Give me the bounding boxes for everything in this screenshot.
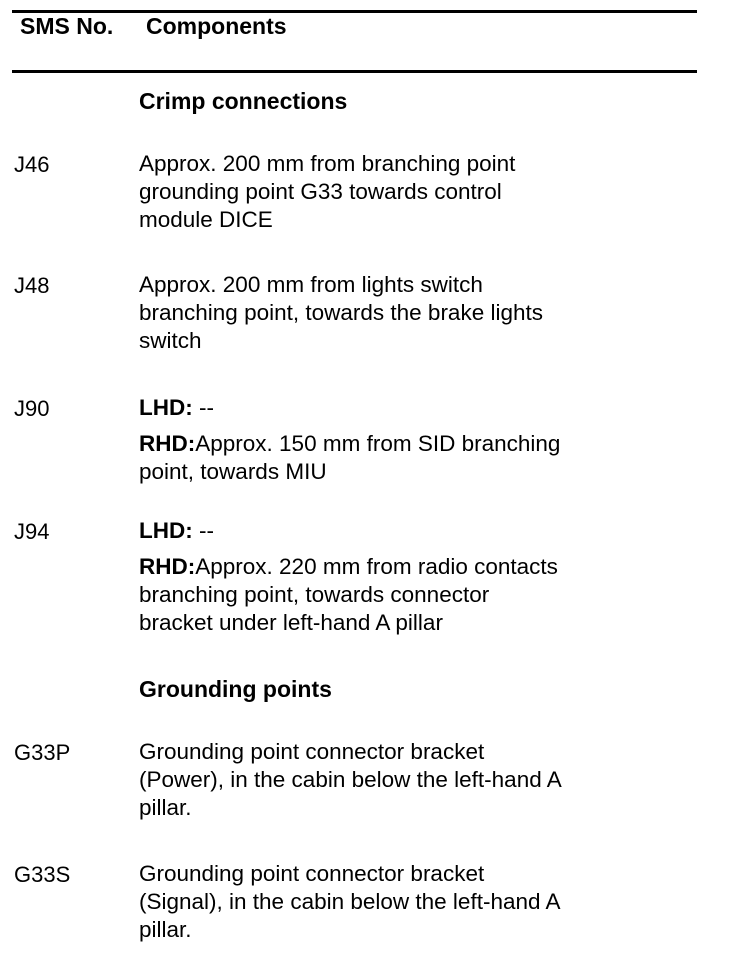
sms-code: G33P	[14, 740, 71, 765]
description-line: grounding point G33 towards control	[139, 179, 502, 204]
description-line: branching point, towards connector	[139, 582, 490, 607]
description-line: switch	[139, 328, 202, 353]
lhd-line	[139, 517, 684, 545]
component-description	[139, 394, 684, 486]
section-title-crimp-connections: Crimp connections	[139, 88, 348, 114]
description-line: module DICE	[139, 207, 273, 232]
sms-code: J94	[14, 519, 50, 544]
component-description	[139, 271, 684, 355]
description-line: pillar.	[139, 917, 192, 942]
sms-code: J46	[14, 152, 50, 177]
description-line: Approx. 150 mm from SID branching	[195, 431, 561, 456]
lhd-value: --	[192, 518, 214, 543]
sms-code: J90	[14, 396, 50, 421]
section-title-grounding-points: Grounding points	[139, 676, 332, 702]
component-description	[139, 738, 684, 822]
description-line: pillar.	[139, 795, 192, 820]
component-description	[139, 860, 684, 944]
top-rule	[12, 10, 697, 13]
lhd-label: LHD:	[139, 395, 193, 420]
description-line: Approx. 200 mm from lights switch	[139, 272, 483, 297]
sms-code: G33S	[14, 862, 71, 887]
description-line: Approx. 220 mm from radio contacts	[195, 554, 558, 579]
column-header-components: Components	[146, 13, 287, 39]
component-description	[139, 150, 684, 234]
description-line: Grounding point connector bracket	[139, 861, 485, 886]
header-rule	[12, 70, 697, 73]
description-line: point, towards MIU	[139, 459, 327, 484]
description-line: branching point, towards the brake lights	[139, 300, 543, 325]
description-line: (Signal), in the cabin below the left-hand A	[139, 889, 561, 914]
description-line: bracket under left-hand A pillar	[139, 610, 443, 635]
description-line: Approx. 200 mm from branching point	[139, 151, 516, 176]
rhd-label: RHD:	[139, 431, 196, 456]
column-header-sms-no: SMS No.	[20, 13, 114, 39]
rhd-line	[139, 430, 684, 458]
component-description	[139, 517, 684, 637]
rhd-line	[139, 553, 684, 581]
description-line: Grounding point connector bracket	[139, 739, 485, 764]
lhd-line	[139, 394, 684, 422]
sms-code: J48	[14, 273, 50, 298]
description-line: (Power), in the cabin below the left-hand A	[139, 767, 562, 792]
lhd-value: --	[192, 395, 214, 420]
rhd-label: RHD:	[139, 554, 196, 579]
lhd-label: LHD:	[139, 518, 193, 543]
